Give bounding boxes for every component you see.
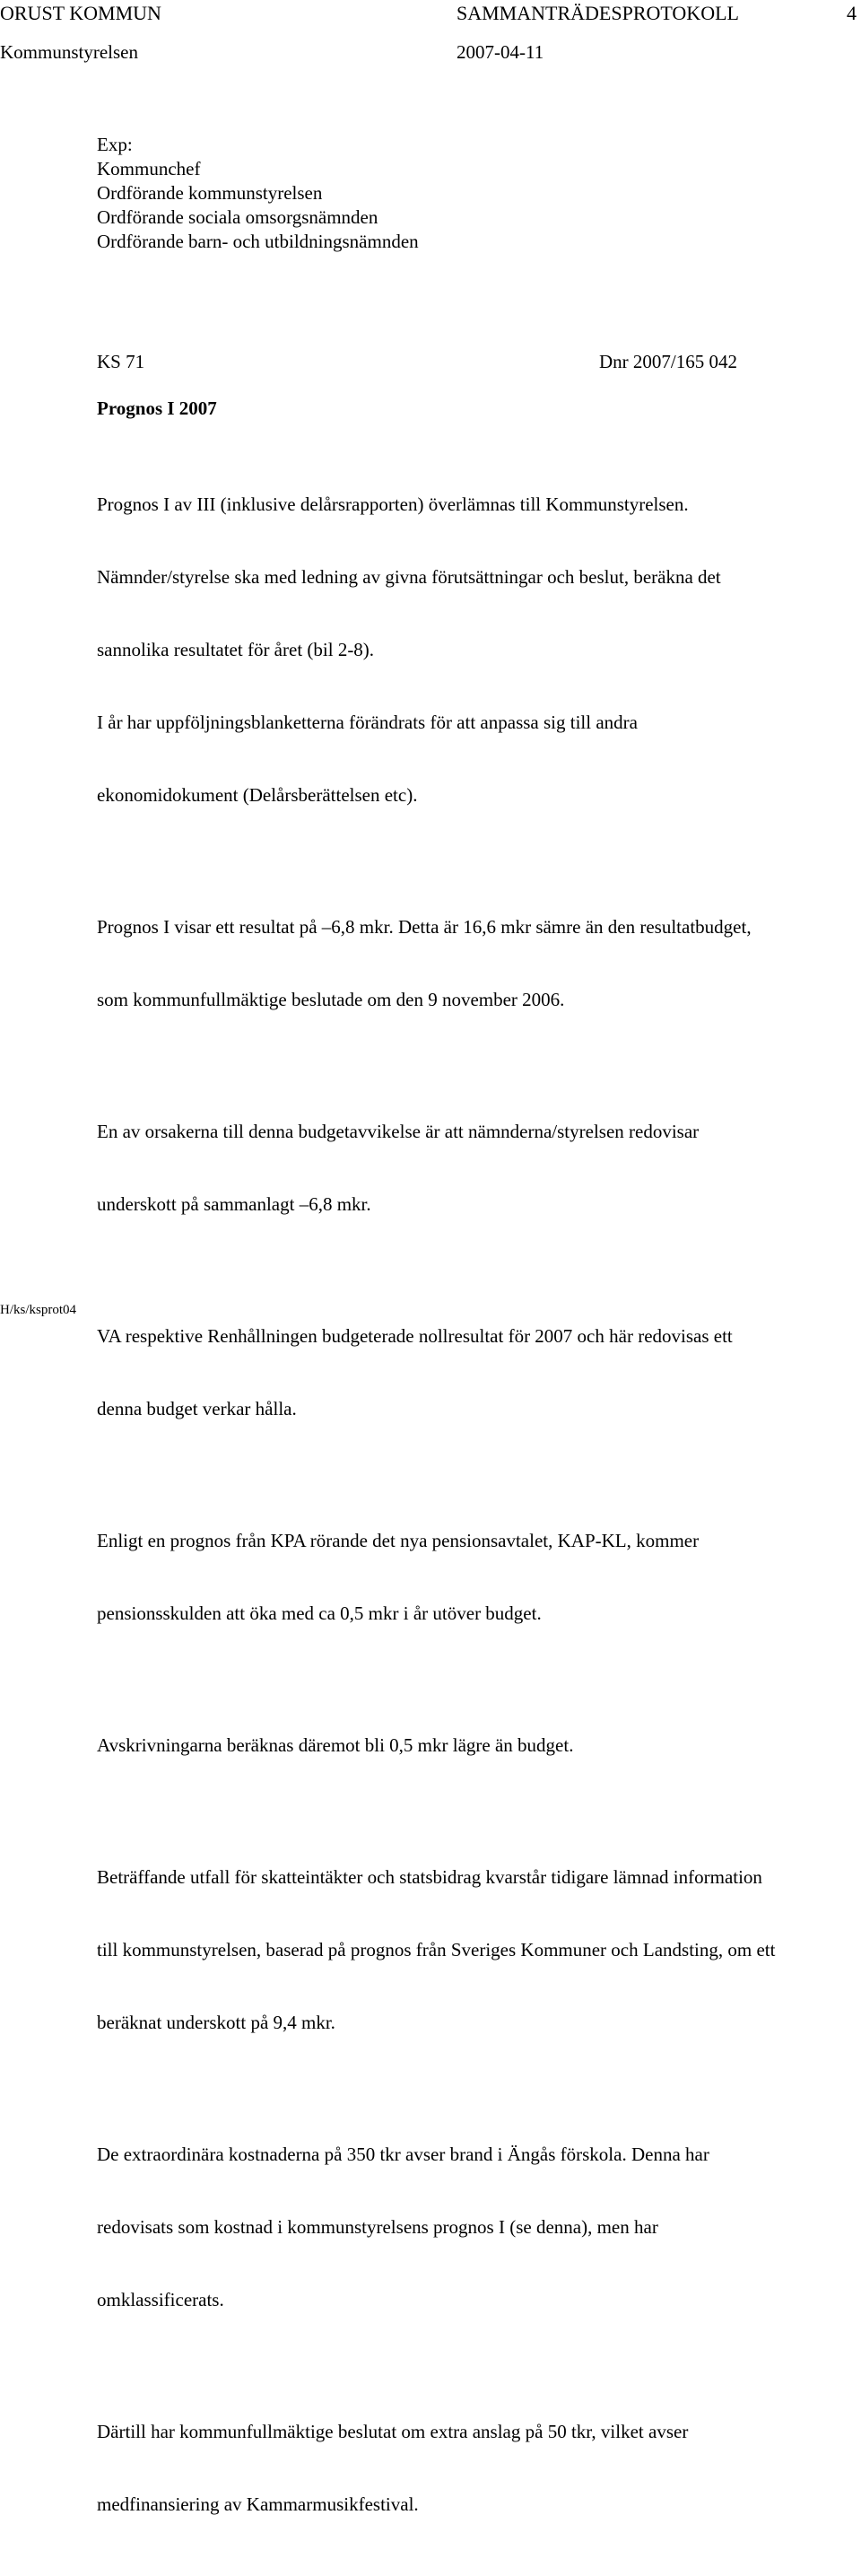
text-line: Prognos I av III (inklusive delårsrapporten) överlämnas till Kommunstyrelsen. xyxy=(97,493,689,515)
text-line: VA respektive Renhållningen budgeterade nollresultat för 2007 och här redovisas ett xyxy=(97,1325,733,1347)
text-line: redovisats som kostnad i kommunstyrelsens prognos I (se denna), men har xyxy=(97,2216,658,2238)
meeting-date: 2007-04-11 xyxy=(457,41,544,63)
distribution-recipient: Ordförande kommunstyrelsen xyxy=(97,182,323,204)
paragraph xyxy=(97,1276,850,1470)
text-line: sannolika resultatet för året (bil 2-8). xyxy=(97,639,375,660)
paragraph xyxy=(97,444,850,856)
paragraph xyxy=(97,2094,850,2361)
text-line: I år har uppföljningsblanketterna förändrats för att anpassa sig till andra xyxy=(97,712,638,733)
paragraph xyxy=(97,1071,850,1265)
text-line: De extraordinära kostnaderna på 350 tkr avser brand i Ängås förskola. Denna har xyxy=(97,2144,709,2165)
text-line: Enligt en prognos från KPA rörande det nya pensionsavtalet, KAP-KL, kommer xyxy=(97,1530,700,1551)
page-number: 4 xyxy=(847,2,857,24)
text-line: ekonomidokument (Delårsberättelsen etc). xyxy=(97,784,418,806)
text-line: En av orsakerna till denna budgetavvikelse är att nämnderna/styrelsen redovisar xyxy=(97,1121,700,1142)
distribution-recipient: Kommunchef xyxy=(97,158,201,179)
text-line: denna budget verkar hålla. xyxy=(97,1398,297,1419)
distribution-label: Exp: xyxy=(97,134,133,155)
text-line: medfinansiering av Kammarmusikfestival. xyxy=(97,2493,419,2515)
diary-number: Dnr 2007/165 042 xyxy=(599,351,737,372)
text-line: Därtill har kommunfullmäktige beslutat om extra anslag på 50 tkr, vilket avser xyxy=(97,2421,689,2442)
paragraph xyxy=(97,1480,850,1674)
item-body xyxy=(97,444,850,2576)
text-line: till kommunstyrelsen, baserad på prognos från Sveriges Kommuner och Landsting, om ett xyxy=(97,1939,776,1960)
paragraph xyxy=(97,2371,850,2565)
document-type: SAMMANTRÄDESPROTOKOLL xyxy=(457,2,739,24)
text-line: omklassificerats. xyxy=(97,2289,224,2310)
distribution-recipient: Ordförande barn- och utbildningsnämnden xyxy=(97,231,419,252)
paragraph xyxy=(97,1685,850,1806)
text-line: beräknat underskott på 9,4 mkr. xyxy=(97,2012,335,2033)
text-line: Avskrivningarna beräknas däremot bli 0,5 mkr lägre än budget. xyxy=(97,1734,574,1756)
paragraph xyxy=(97,1817,850,2083)
item-number: KS 71 xyxy=(97,351,145,372)
paragraph xyxy=(97,867,850,1061)
text-line: som kommunfullmäktige beslutade om den 9 november 2006. xyxy=(97,989,565,1010)
file-path-footer: H/ks/ksprot04 xyxy=(0,1303,77,1317)
distribution-recipient: Ordförande sociala omsorgsnämnden xyxy=(97,206,378,228)
text-line: underskott på sammanlagt –6,8 mkr. xyxy=(97,1193,371,1215)
text-line: Nämnder/styrelse ska med ledning av givna förutsättningar och beslut, beräkna det xyxy=(97,566,721,588)
item-title: Prognos I 2007 xyxy=(97,397,217,419)
text-line: Beträffande utfall för skatteintäkter och statsbidrag kvarstår tidigare lämnad information xyxy=(97,1866,762,1888)
organization-name: ORUST KOMMUN xyxy=(0,2,161,24)
committee-name: Kommunstyrelsen xyxy=(0,41,138,63)
text-line: pensionsskulden att öka med ca 0,5 mkr i år utöver budget. xyxy=(97,1602,542,1624)
distribution-list xyxy=(97,133,814,254)
text-line: Prognos I visar ett resultat på –6,8 mkr. Detta är 16,6 mkr sämre än den resultatbudget, xyxy=(97,916,752,938)
